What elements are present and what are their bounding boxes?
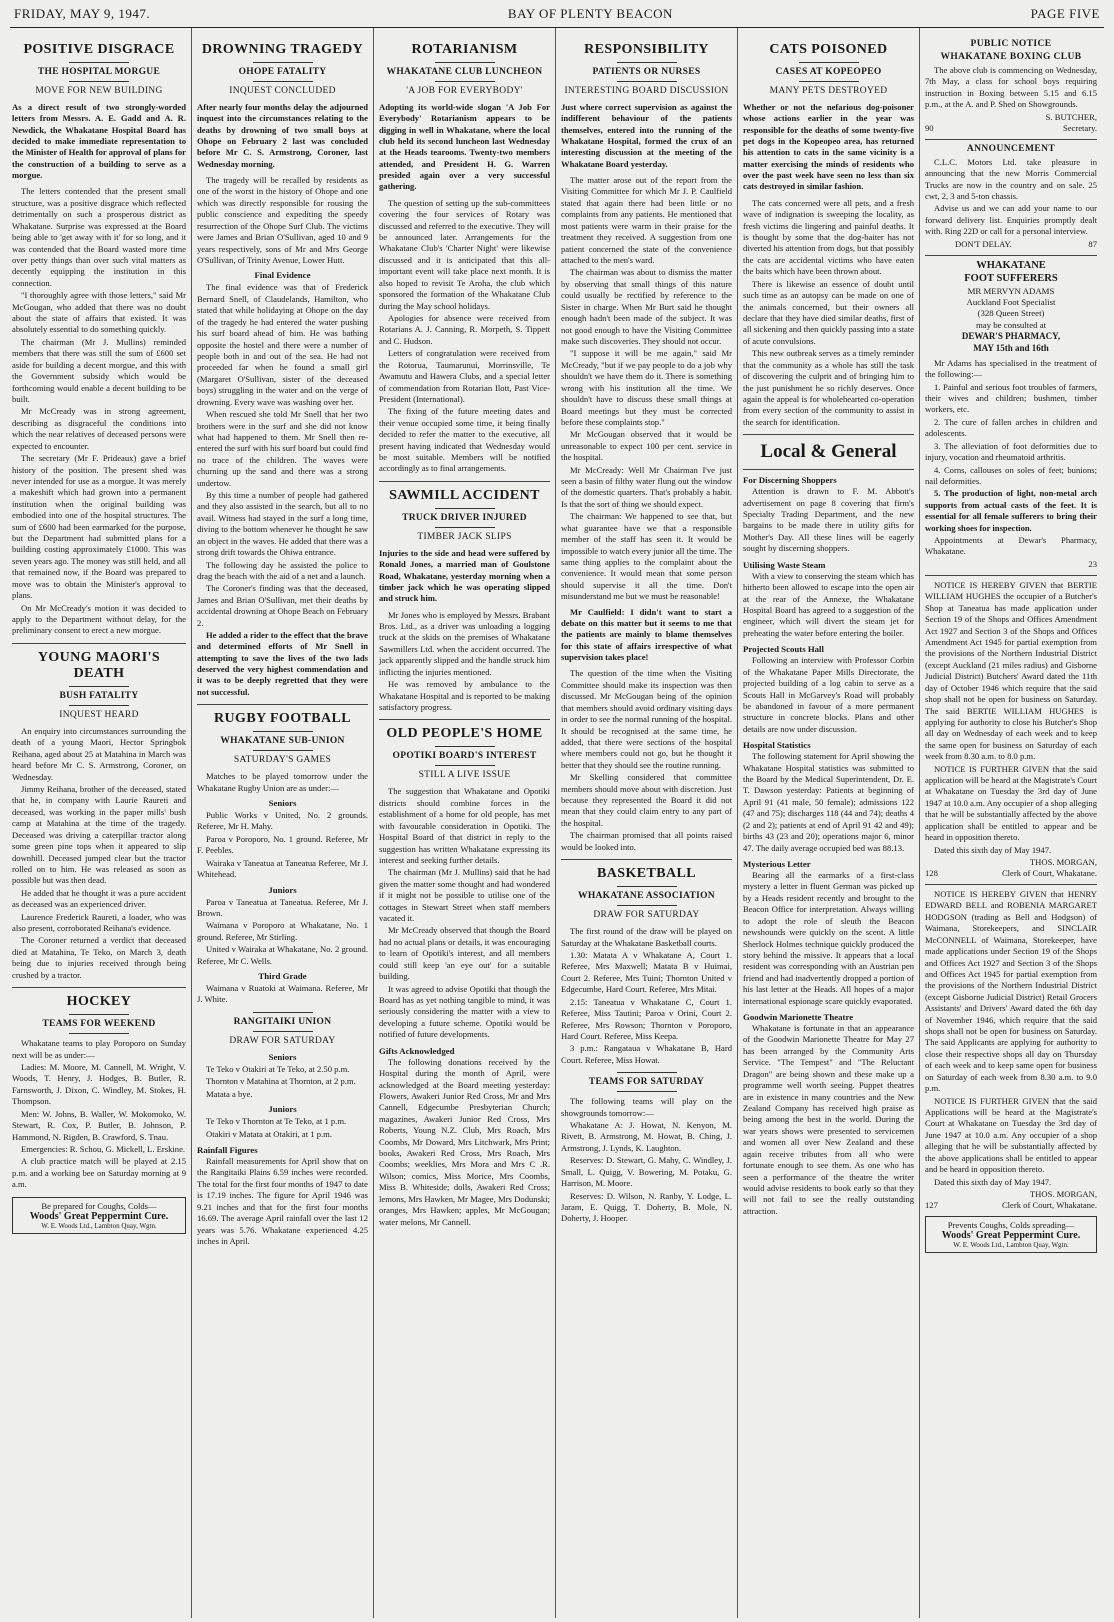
- subheadline: WHAKATANE CLUB LUNCHEON: [386, 67, 543, 77]
- paragraph: There is likewise an essence of doubt until such time as an autopsy can be made on one of the animals concerned, but their owners all declare that they have died similar deaths, first of all sickening and then quickly passing into a state of acute convulsions.: [743, 278, 914, 346]
- paragraph: By this time a number of people had gathered and they also assisted in the search, but all to no avail. Witness had stayed in the surf a long time, diving to the bottom whenever he thought he saw an object in the waves. He added that there was a strong drift towards the Ohiwa entrance.: [197, 490, 368, 558]
- notice-close: DON'T DELAY.: [955, 238, 1012, 249]
- paragraph: NOTICE IS FURTHER GIVEN that the said Applications will be heard at the Magistrate's Court at Whakatane on Tuesday the 3rd day of June 1947 at 10.0 a.m. Any occupier of a shop alleging that he will be substantially affected by the above applications shall be entitled to appear and be heard in opposition thereto.: [925, 1095, 1097, 1175]
- subheadline: WHAKATANE SUB-UNION: [220, 736, 345, 747]
- lead-paragraph: After nearly four months delay the adjourned inquest into the circumstances relating to the deaths by drowning of two small boys at Ohope on February 2 last was concluded before Mr C. S. Armstrong, Coroner, last Wednesday morning.: [197, 102, 368, 169]
- deck: INTERESTING BOARD DISCUSSION: [564, 86, 729, 96]
- fixture: Wairaka v Taneatua at Taneatua Referee, Mr J. Whitehead.: [197, 857, 368, 880]
- deck: DRAW FOR SATURDAY: [593, 910, 700, 921]
- paragraph: The fixing of the future meeting dates and their venue occupied some time, it being finally decided to refer the matter to the executive, all present having indicated that Wednesday would be most suitable. Members will be notified accordingly as to final arrangements.: [379, 406, 550, 474]
- fixture: Otakiri v Matata at Otakiri, at 1 p.m.: [206, 1128, 333, 1139]
- deck: STILL A LIVE ISSUE: [418, 770, 511, 781]
- paragraph: Matches to be played tomorrow under the Whakatane Rugby Union are as under:—: [197, 771, 368, 793]
- lead-paragraph: Mr Caulfield: I didn't want to start a debate on this matter but it seems to me that the patients are mainly to blame themselves for this state of affairs irrespective of what supervision takes place!: [561, 606, 732, 663]
- signer: THOS. MORGAN,: [1029, 1188, 1097, 1199]
- item-title: Goodwin Marionette Theatre: [743, 1012, 854, 1023]
- paragraph: "I thoroughly agree with those letters," said Mr McGougan, who added that there was no doubt about the state of affairs that existed. It was absolutely essential to do something quickly.: [12, 290, 186, 335]
- column-4: [556, 28, 738, 1618]
- subheadline: BUSH FATALITY: [59, 690, 139, 701]
- notice-heading: PUBLIC NOTICE: [970, 39, 1052, 49]
- subheadline: TEAMS FOR WEEKEND: [42, 1019, 156, 1030]
- column-3: [374, 28, 556, 1618]
- deck: MANY PETS DESTROYED: [769, 86, 888, 96]
- paragraph: Reserves: D. Stewart, G. Mahy, C. Windley, J. Small, L. Quigg, V. Bowering, M. Potaku, G. Harrison, M. Moore.: [561, 1155, 732, 1189]
- item-title: Projected Scouts Hall: [743, 644, 824, 655]
- paragraph: Mr McCready: Well Mr Chairman I've just seen a basin of filthy water flung out the window of the domestic quarters. That's probably a habit. Is that the sort of thing we should expect.: [561, 464, 732, 509]
- fixture: Waimana v Ruatoki at Waimana. Referee, Mr J. White.: [197, 983, 368, 1005]
- paragraph: The above club is commencing on Wednesday, 7th May, a class for school boys requiring instruction in Boxing between 5.15 and 6.15 p.m., at the A. and P. Shed on Showgrounds.: [925, 65, 1097, 110]
- paragraph: The following statement for April showing the Whakatane Hospital statistics was submitted to the Board by the Medical Superintendent, Dr. E. T. Dawson yesterday: Patients at beginning of April 91 (41 male, 50 female); admissions 122 (47 and 75); discharges 118 (44 and 74); deaths 4 (2 and 2); patients at end of April 91 42 and 49); births 43 (23 and 20); operations major 6, minor 47. The daily average occupied bed was 88.13.: [743, 751, 914, 853]
- lead-paragraph: Injuries to the side and head were suffered by Ronald Jones, a married man of Goulstone Road, Whakatane, yesterday morning when a timber jack which he was operating slipped and struck him.: [379, 547, 550, 604]
- headline: ROTARIANISM: [411, 42, 518, 57]
- paragraph: The following teams will play on the showgrounds tomorrow:—: [561, 1096, 732, 1118]
- paragraph: The Coroner returned a verdict that deceased died at Matahina, Te Teko, on March 3, death being due to injuries received through being crushed by a tractor.: [12, 935, 186, 980]
- paragraph: The following donations received by the Hospital during the month of April, were acknowledged at the Board meeting yesterday: Flowers, Awakeri Junior Red Cross, Mr and Mrs Cannell, Edgecumbe Presbyterian Church; magazines, Awakeri Junior Red Cross, Mrs Roberts, Young N.Z. Club, Mrs Roach, Mrs Coombs, Mr Doward, Mrs Litchwark, Mrs Print; books, Awakeri Red Cross, Mrs Roach, Mrs Coombs; weeklies, Mrs Mora and Mrs C .R. Wilson; comics, Miss Morice, Mrs Coombs, Miss B. Whiteside; dolls, Awakeri Red Cross; lemons, Mrs Hawken, Mr Magee, Mrs Dodunski; oranges, Mrs Hawken; apples, Mr McGougan; water melons, Mr Cannell.: [379, 1056, 550, 1227]
- paragraph: C.L.C. Motors Ltd. take pleasure in announcing that the new Morris Commercial Trucks are now in the country and on sale. 25 cwt, 2, 3 and 5-ton chassis.: [925, 156, 1097, 201]
- deck: MOVE FOR NEW BUILDING: [35, 86, 163, 96]
- column-2: [192, 28, 374, 1618]
- paragraph: On Mr McCready's motion it was decided to apply to the Department without delay, for the preliminary consent to erect a new morgue.: [12, 602, 186, 636]
- notice-subheading: WHAKATANE BOXING CLUB: [940, 52, 1082, 62]
- deck: TIMBER JACK SLIPS: [417, 531, 512, 542]
- lead-paragraph: Just where correct supervision as against the indifferent behaviour of the patients themselves, entered into the running of the Whakatane Hospital, formed the crux of an interesting discussion at the meeting of the Whakatane Board yesterday.: [561, 102, 732, 169]
- paragraph: 3 p.m.: Rangataua v Whakatane B, Hard Court. Referee, Miss Howat.: [561, 1043, 732, 1065]
- paragraph: The question of setting up the sub-committees covering the four services of Rotary was discussed and referred to the executive. They will be announced later. Arrangements for the Whakatane Club's 'Charter Night' were likewise discussed and it is anticipated that this all-important event will take place next month. It is also hoped to revisit Te Aroha, the club which sponsored the formation of the Whakatane Club during the May school holidays.: [379, 197, 550, 311]
- lead-paragraph: As a direct result of two strongly-worded letters from Messrs. A. E. Gadd and A. R. Newdick, the Whakatane Hospital Board has decided to make immediate representation to the Minister of Health for approval of plans for the construction of a building to serve as a morgue.: [12, 102, 186, 181]
- paragraph: Bearing all the earmarks of a first-class mystery a letter in fluent German was picked up by a Heads resident recently and brought to the Beacon Office for interpretation. Always willing to adopt the role of sleuth the Beacon newshounds were quickly on the scent. A little Sherlock Holmes technique quickly produced the story behind the missive. It appears that a local resident was corresponding with an Austrian pen friend and had inadvertently dropped a portion of his last letter at the Heads. All hopes of a major international espionage scare quickly evaporated.: [743, 870, 914, 1006]
- subheadline: TEAMS FOR SATURDAY: [588, 1077, 705, 1088]
- item-title: Hospital Statistics: [743, 740, 811, 751]
- deck: INQUEST CONCLUDED: [229, 86, 336, 96]
- notice-number: 128: [925, 868, 938, 878]
- paragraph: An enquiry into circumstances surrounding the death of a young Maori, Hector Springbok Reihana, aged about 25 at Matahina in March was heard before Mr C. S. Armstrong, Coroner, on Wednesday.: [12, 725, 186, 782]
- page-number: PAGE FIVE: [1030, 6, 1100, 21]
- paragraph: "I suppose it will be me again," said Mr McCready, "but if we pay people to do a job why shouldn't we have them do it. There is something wrong with his institution all the time. We shouldn't have to discuss these small things at Board meetings but they must be corrected before these complaints stop.": [561, 348, 732, 427]
- paragraph: Letters of congratulation were received from the Rotorua, Taumarunui, Morrinsville, Te Awamutu and Hawera Clubs, and a special letter of commendation from Rotarian Ilott, Past Vice-President (International).: [379, 348, 550, 404]
- paragraph: NOTICE IS HEREBY GIVEN that BERTIE WILLIAM HUGHES the occupier of a Butcher's Shop at Taneatua has made application under Section 19 of the Shops and Offices Amendment Act 1927 and Section 3 of the Shops and Offices Amendment Act 1945 for partial exemption from the provisions of the Northern Industrial District (except Auckland (21 miles radius) and Gisborne Judicial District) Butchers' Award dated the 11th day of October 1946 which require that the said shop shall not be open for business on Saturday. The said BERTIE WILLIAM HUGHES is applying for authority to close his Butcher's Shop all day on Wednesday of each week and to keep the same open for business on Saturday of each week from 8.30 a.m. to 8.0 p.m.: [925, 579, 1097, 762]
- section-subhead: Seniors: [268, 1051, 297, 1062]
- columns: [10, 28, 1104, 1618]
- paragraph: Mr McCready was in strong agreement, describing as disgraceful the conditions into which the near relatives of deceased persons were expected to encounter.: [12, 406, 186, 451]
- section-subhead: Gifts Acknowledged: [379, 1045, 455, 1056]
- paragraph: This new outbreak serves as a timely reminder that the community as a whole has still the task of discovering the culprit and of bringing him to the just punishment he so richly deserves. Once again the appeal is for wholehearted co-operation from every section of the community to assist in the search for identification.: [743, 348, 914, 427]
- signer: S. BUTCHER,: [1045, 111, 1097, 122]
- paragraph: He added that he thought it was a pure accident as deceased was an experienced driver.: [12, 887, 186, 910]
- advertisement: Be prepared for Coughs, Colds— Woods' Great Peppermint Cure. W. E. Woods Ltd., Lambton Quay, Wgtn.: [12, 1197, 186, 1234]
- paragraph: It was agreed to advise Opotiki that though the Board has as yet nothing tangible to mind, it was seriously considering the matter with a view to developing a future scheme. Opotiki would be notified of future developments.: [379, 983, 550, 1040]
- subheadline: RANGITAIKI UNION: [233, 1016, 332, 1027]
- paragraph: Reserves: D. Wilson, N. Ranby, Y. Lodge, L. Jaram, E. Quigg, T. Doherty, B. Mole, N. Doherty, J. Hooper.: [561, 1190, 732, 1224]
- subheadline: THE HOSPITAL MORGUE: [37, 67, 161, 77]
- paragraph: When rescued she told Mr Snell that her two brothers were in the surf and she did not know what had happened to them. Mr Snell then re-entered the surf with his surf board but could find no trace of the children. The waves were churning up the sand and there was a strong undertow.: [197, 409, 368, 488]
- paragraph: Mr McGougan observed that it would be unreasonable to expect 100 per cent. service in the hospital.: [561, 429, 732, 463]
- signer: THOS. MORGAN,: [1029, 857, 1097, 867]
- issue-date: FRIDAY, MAY 9, 1947.: [14, 6, 151, 21]
- headline: RESPONSIBILITY: [584, 42, 709, 57]
- list-item: 3. The alleviation of foot deformities due to injury, vocation and rheumatoid arthritis.: [925, 440, 1097, 463]
- paper-name: BAY OF PLENTY BEACON: [507, 6, 673, 21]
- paragraph: Whakatane is fortunate in that an appearance of the Goodwin Marionette Theatre for May 27 has been arranged by the Community Arts Service. "The Tempest" and "The Reluctant Dragon" are being shown and these make up a programme well worth seeing. Puppet theatres are in existence in many countries and the New Zealand Company has received high praise as being among the best in the world. During the war years shows were presented to servicemen and women all over New Zealand and these again receive tributes from all who were fortunate enough to see them. As one who has seen a performance of the theatre the writer would advise residents to book early so that they will not fail to see the really outstanding attraction.: [743, 1023, 914, 1216]
- lead-paragraph: He added a rider to the effect that the brave and determined efforts of Mr Snell in attempting to save the lives of the two lads deserved the very highest commendation and it was to be deeply regretted that they were not successful.: [197, 630, 368, 697]
- paragraph: The tragedy will be recalled by residents as one of the worst in the history of Ohope and one which was directly responsible for rousing the public conscience and expediting the speedy resurrection of the Ohope Surf Club. The victims were James and Brian O'Sullivan, aged 10 and 9 years respectively, sons of Mr and Mrs George O'Sullivan, of Trinity Avenue, Lower Hutt.: [197, 175, 368, 266]
- fixture: Paroa v Taneatua at Taneatua. Referee, Mr J. Brown.: [197, 896, 368, 918]
- section-title: Local & General: [760, 441, 897, 463]
- paragraph: The matter arose out of the report from the Visiting Committee for which Mr J. P. Caulfield stated that again there had been little or no complaints from any patients. He mentioned that most patients were warm in their praise for the treatment they received. A suggestion from one patient concerned the state of the convenience attached to the men's ward.: [561, 175, 732, 266]
- paragraph: The final evidence was that of Frederick Bernard Snell, of Claudelands, Hamilton, who stated that while holidaying at Ohope on the day of the tragedy he had entered the water pushing his surf board ahead of him. He was bathing opposite the hostel and there were a number of people both in and out of the sea. He had not proceeded far when he found a small girl (Margaret O'Sullivan, sister of the deceased boys) struggling in the water and on the verge of drowning. Every wave was washing over her.: [197, 282, 368, 407]
- paragraph: NOTICE IS HEREBY GIVEN that HENRY EDWARD BELL and ROBENIA MARGARET HODGSON (trading as Bell and Hodgson) of Waimana, Storekeepers, and SINCLAIR McCONNELL of Waimana, Storekeeper, have made applications under Section 19 of the Shops and Offices Act 1927 and Section 3 of the Shops and Offices Act 1945 for partial exemption from the provisions of the Northern Industrial District (except Gisborne Judicial District) Retail Grocers Assistants' and Drivers' Award dated the 6th day of November 1946, which require that the said shops shall not be open for business on Saturday. The said Applicants are applying for authority to close their respective shops all day on Thursday of each week and to keep same open for business on Saturday of each week from 8.30 a.m. to 9.0 p.m.: [925, 889, 1097, 1094]
- column-5: [738, 28, 920, 1618]
- headline: HOCKEY: [66, 994, 132, 1010]
- paragraph: NOTICE IS FURTHER GIVEN that the said application will be heard at the Magistrate's Court at Whakatane on Tuesday the 3rd day of June 1947 at 10.0 a.m. Any occupier of a shop alleging that he will be substantially affected by the above application shall be entitled to appear and be heard in opposition thereto.: [925, 763, 1097, 843]
- deck: INQUEST HEARD: [59, 709, 139, 720]
- paragraph: 1.30: Matata A v Whakatane A, Court 1. Referee, Mrs Maxwell; Matata B v Huimai, Court 2. Referee, Mrs Tuini; Thornton United v Edgecumbe, Hard Court. Referee, Mrs Mitai.: [561, 949, 732, 995]
- deck: 'A JOB FOR EVERYBODY': [406, 86, 523, 96]
- notice-heading: FOOT SUFFERERS: [964, 272, 1058, 284]
- fixture: Te Teko v Thornton at Te Teko, at 1 p.m.: [206, 1116, 347, 1127]
- paragraph: Ladies: M. Moore, M. Cannell, M. Wright, V. Woods, T. Henry, J. Hodges, B. Butler, R. Farnsworth, J. Dixon, C. Windley, M. Stokes, H. Thompson.: [12, 1061, 186, 1107]
- signer-role: Secretary.: [1062, 122, 1097, 133]
- paragraph: Whakatane teams to play Poroporo on Sunday next will be as under:—: [12, 1038, 186, 1060]
- paragraph: Mr McCready observed that though the Board had no actual plans or details, it was encouraging to learn of Opotiki's interest, and all members could still keep 'an eye out' for a suitable building.: [379, 925, 550, 982]
- list-item: 1. Painful and serious foot troubles of farmers, their wives and children; bushmen, timber workers, etc.: [925, 381, 1097, 415]
- headline: BASKETBALL: [597, 866, 696, 882]
- item-title: Utilising Waste Steam: [743, 559, 826, 570]
- section-subhead: Juniors: [268, 1104, 297, 1115]
- paragraph: The chairman (Mr J. Mullins) reminded members that there was still the sum of £600 set aside for building a decent morgue, and this with the Government subsidy which would be forthcoming would enable a decent building to be built.: [12, 336, 186, 404]
- paragraph: He was removed by ambulance to the Whakatane Hospital and is reported to be making satisfactory progress.: [379, 679, 550, 712]
- paragraph: The chairman promised that all points raised would be looked into.: [561, 830, 732, 852]
- paragraph: 2.15: Taneatua v Whakatane C, Court 1. Referee, Miss Tautini; Paroa v Orini, Court 2. Referee, Mrs Rowson; Thornton v Poroporo, Hard Court. Referee, Miss Keepa.: [561, 996, 732, 1041]
- list-item: 4. Corns, callouses on soles of feet; bunions; nail deformities.: [925, 464, 1097, 486]
- advertisement: Prevents Coughs, Colds spreading— Woods' Great Peppermint Cure. W. E. Woods Ltd., Lambton Quay, Wgtn.: [925, 1216, 1097, 1253]
- headline: OLD PEOPLE'S HOME: [386, 726, 543, 742]
- paragraph: Emergencies: R. Schou, G. Mickell, L. Erskine.: [21, 1143, 186, 1154]
- fixture: Thornton v Matahina at Thornton, at 2 p.m.: [206, 1076, 356, 1087]
- headline: RUGBY FOOTBALL: [214, 711, 351, 727]
- subheadline: PATIENTS OR NURSES: [592, 67, 701, 77]
- paragraph: The secretary (Mr F. Prideaux) gave a brief history of the position. The present shed was never intended for use as a morgue. It was merely a makeshift which had grown into a permanent institution when the original building was embodied into one of the hospital structures. The sum of £600 had been earmarked for the purpose, but the Department had submitted plans for a building costing approximately £1000. This was seven years ago. The money was still held, and all that remained now, if the Board was prepared to move was to obtain the Minister's approval to plans.: [12, 453, 186, 601]
- paragraph: The suggestion that Whakatane and Opotiki districts should combine forces in the establishment of a home for old people, has met with favourable consideration in Opotiki. The Hospital Board of that district in reply to the suggestion has written Whakatane expressing its interest and seeking further details.: [379, 786, 550, 865]
- paragraph: Whakatane A: J. Howat, N. Kenyon, M. Rivett, B. Armstrong, M. Howat, B. Ching, J. Armstrong, J. Lynds, K. Laughton.: [561, 1120, 732, 1153]
- paragraph: Mr Skelling considered that committee members should move about with discretion. Just because they represented the Board it did not mean that they could claim entry to any part of the hospital.: [561, 772, 732, 828]
- deck: DRAW FOR SATURDAY: [229, 1035, 336, 1046]
- notice-number: 87: [1088, 238, 1097, 249]
- paragraph: Advise us and we can add your name to our forward delivery list. Enquiries promptly dealt with. Ring 22D or call for a personal interview.: [925, 203, 1097, 237]
- fixture: United v Wairaka at Whakatane, No. 2 ground. Referee, Mr C. Wells.: [197, 944, 368, 966]
- paragraph: The question of the time when the Visiting Committee should make its inspection was then discussed. Mr McGougan being of the opinion that members should avoid ordinary visiting days in order to see the normal running of the hospital. It should be recognised at the same time, he added, that there were sections of the hospital where members could not go, but he thought it better that they should see the routine running.: [561, 668, 732, 770]
- paragraph: The first round of the draw will be played on Saturday at the Whakatane Basketball courts.: [561, 926, 732, 948]
- paragraph: Appointments at Dewar's Pharmacy, Whakatane.: [925, 535, 1097, 557]
- subheadline: CASES AT KOPEOPEO: [775, 67, 882, 77]
- fixture: Matata a bye.: [206, 1088, 253, 1099]
- paragraph: Rainfall measurements for April show that on the Rangitaiki Plains 6.59 inches were recorded. The total for the first four months of 1947 to date is 17.19 inches. The figure for April 1946 was 9.21 inches and that for the first four months 16.69. The average April rainfall over the last 12 years was 5.76. Whakatane experienced 4.25 inches in April.: [197, 1156, 368, 1246]
- section-subhead: Juniors: [268, 884, 297, 895]
- paragraph: Apologies for absence were received from Rotarians A. J. Canning, R. Morpeth, S. Tippett and C. Hudson.: [379, 312, 550, 346]
- paragraph: The letters contended that the present small structure, was a positive disgrace which reflected detrimentally on such a prosperous district as Whakatane. Surprise was expressed at the Board being able to 'get away with it' for so long, and it was contended that the Board wasted more time over petty things than over such vital matters as decently equipping the institution in this connection.: [12, 186, 186, 288]
- headline: CATS POISONED: [769, 42, 888, 57]
- masthead: [10, 6, 1104, 28]
- list-item: 5. The production of light, non-metal arch supports from actual casts of the feet. It is essential for all female sufferers to bring their working shoes for inspection.: [925, 488, 1097, 533]
- fixture: Waimana v Poroporo at Whakatane, No. 1 ground. Referee, Mr Stirling.: [197, 920, 368, 942]
- item-title: Mysterious Letter: [743, 859, 811, 869]
- headline: DROWNING TRAGEDY: [201, 42, 364, 57]
- fixture: Te Teko v Otakiri at Te Teko, at 2.50 p.m.: [206, 1063, 350, 1074]
- paragraph: The chairman (Mr J. Mullins) said that he had given the matter some thought and had wondered if it might not be possible to utilise one of the cottages in Stewart Street when staff members vacated it.: [379, 867, 550, 924]
- paragraph: Dated this sixth day of May 1947.: [934, 1176, 1052, 1187]
- headline: YOUNG MAORI'S DEATH: [37, 649, 161, 681]
- section-subhead: Final Evidence: [254, 270, 311, 281]
- fixture: Paroa v Poroporo, No. 1 ground. Referee, Mr F. Peebles.: [197, 833, 368, 856]
- notice-number: 90: [925, 122, 934, 133]
- notice-heading: WHAKATANE: [976, 259, 1046, 271]
- item-title: For Discerning Shoppers: [743, 475, 837, 486]
- column-6: PUBLIC NOTICE WHAKATANE BOXING CLUB The above club is commencing on Wednesday, 7th May, a class for school boys requiring instruction in Boxing between 5.15 and 6.15 p.m., at the A. and P. Shed on Showgrounds. S. BUTCHER, 90 Secretary. ANNOUNCEMENT C.L.C. Motors Ltd. take pleasure in announcing that the new Morris Commercial Trucks are now in the country and on sale. 25 cwt, 2, 3 and 5-ton chassis. Advise us and we can add your name to our forward delivery list. Enquiries promptly dealt with. Ring 22D or call for a personal interview. DON'T DELAY. 87 WHAKATANE FOOT SUFFERERS MR MERVYN ADAMS Auckland Foot Specialist (328 Queen Street) may be consulted at DEWAR'S PHARMACY, MAY 15th and 16th Mr Adams has specialised in the treatment of the following:— 1. Painful and serious foot troubles of farmers, their wives and children; bushmen, timber workers, etc. 2. The cure of fallen arches in children and adolescents. 3. The alleviation of foot deformities due to injury, vocation and rheumatoid arthritis. 4. Corns, callouses on soles of feet; bunions; nail deformities. 5. The production of light, non-metal arch supports from actual casts of the feet. It is essential for all female sufferers to bring their working shoes for inspection. Appointments at Dewar's Pharmacy, Whakatane. 23 NOTICE IS HEREBY GIVEN that BERTIE WILLIAM HUGHES the occupier of a Butcher's Shop at Taneatua has made application under Section 19 of the Shops and Offices Amendment Act 1927 and Section 3 of the Shops and Offices Amendment Act 1945 for partial exemption from the provisions of the Northern Industrial District (except Auckland (21 miles radius) and Gisborne Judicial District) Butchers' Award dated the 11th day of October 1946 which require that the said shop shall not be open for business on Saturday. The said BERTIE WILLIAM HUGHES is applying for authority to close his Butcher's Shop all day on Wednesday of each week and to keep the same open for business on Saturday of each week from 8.30 a.m. to 8.0 p.m. NOTICE IS FURTHER GIVEN that the said application will be heard at the Magistrate's Court at Whakatane on Tuesday the 3rd day of June 1947 at 10.0 a.m. Any occupier of a shop alleging that he will be substantially affected by the above application shall be entitled to appear and be heard in opposition thereto. Dated this sixth day of May 1947. THOS. MORGAN, 128 Clerk of Court, Whakatane. NOTICE IS HEREBY GIVEN that HENRY EDWARD BELL and ROBENIA MARGARET HODGSON (trading as Bell and Hodgson) of Waimana, Storekeepers, and SINCLAIR McCONNELL of Waimana, Storekeeper, have made applications under Section 19 of the Shops and Offices Act 1927 and Section 3 of the Shops and Offices Act 1945 for partial exemption from the provisions of the Northern Industrial District (except Gisborne Judicial District) Retail Grocers Assistants' and Drivers' Award dated the 6th day of November 1946, which require that the said shops shall not be open for business on Saturday. The said Applicants are applying for authority to close their respective shops all day on Thursday of each week and to keep same open for business on Saturday of each week from 8.30 a.m. to 9.0 p.m. NOTICE IS FURTHER GIVEN that the said Applications will be heard at the Magistrate's Court at Whakatane on Tuesday the 3rd day of June 1947 at 10.0 a.m. Any occupier of a shop alleging that he will be substantially affected by the above applications shall be entitled to appear and be heard in opposition thereto. Dated this sixth day of May 1947. THOS. MORGAN, 127 Clerk of Court, Whakatane. Prevents Coughs, Colds spreading— Woods' Great Peppermint Cure. W. E. Woods Ltd., Lambton Quay, Wgtn.: [920, 28, 1102, 1618]
- notice-number: 127: [925, 1199, 938, 1210]
- lead-paragraph: Adopting its world-wide slogan 'A Job For Everybody' Rotarianism appears to be digging in well in Whakatane, where the local club held its second luncheon last Wednesday at the Heads tearooms. Twenty-two members attended, and President H. G. Warren presided again over a very successful gathering.: [379, 102, 550, 192]
- paragraph: Jimmy Reihana, brother of the deceased, stated that he, in company with Laurie Raureti and deceased, was working in the paper mills' bush camp at Matahina at the time of the tragedy. Deceased was driving a caterpillar tractor along some green pine tops when it appeared to slip downhill. Deceased jumped clear but the tractor rolled on to him. He was released as soon as possible but was then dead.: [12, 783, 186, 886]
- fixture: Public Works v United, No. 2 grounds. Referee, Mr H. Mahy.: [197, 810, 368, 832]
- subheadline: OPOTIKI BOARD'S INTEREST: [392, 751, 537, 762]
- notice-heading: ANNOUNCEMENT: [966, 143, 1056, 154]
- signer-role: Clerk of Court, Whakatane.: [1001, 1199, 1097, 1210]
- paragraph: Mr Jones who is employed by Messrs. Brabant Bros. Ltd., as a driver was unloading a logging truck at the skids on the premises of Whakatane Sawmillers Ltd. when the accident occurred. The jack apparently slipped and the handle struck him inflicting the injuries mentioned.: [379, 609, 550, 677]
- lead-paragraph: Whether or not the nefarious dog-poisoner whose actions earlier in the year was responsible for the deaths of some twenty-five pet dogs in the Kopeopeo area, has returned his attention to cats in the same vicinity is a matter exercising the minds of residents who over the past week have seen no less than six cats destroyed in similar fashion.: [743, 102, 914, 192]
- notice-number: 23: [1088, 558, 1097, 569]
- headline: POSITIVE DISGRACE: [23, 42, 175, 57]
- paragraph: The following day he assisted the police to drag the beach with the aid of a net and a launch.: [197, 559, 368, 581]
- paragraph: The Coroner's finding was that the deceased, James and Brian O'Sullivan, met their deaths by accidental drowning at Ohope Beach on February 2.: [197, 583, 368, 628]
- paragraph: With a view to conserving the steam which has hitherto been allowed to escape into the open air at the rear of the Annexe, the Whakatane Hospital Board has agreed to a suggestion of the engineer, which will divert the steam jet for preheating the water before entering the boiler.: [743, 570, 914, 638]
- paragraph: Dated this sixth day of May 1947.: [934, 844, 1052, 855]
- paragraph: Laurence Frederick Raureti, a loader, who was also present, corroborated Reihana's evidence.: [12, 911, 186, 934]
- section-subhead: Seniors: [268, 798, 297, 808]
- paragraph: A club practice match will be played at 2.15 p.m. and a working bee on Saturday morning at 9 a.m.: [12, 1156, 186, 1190]
- subheadline: WHAKATANE ASSOCIATION: [578, 891, 715, 902]
- subheadline: TRUCK DRIVER INJURED: [402, 512, 527, 523]
- section-subhead: Rainfall Figures: [197, 1145, 258, 1156]
- paragraph: Mr Adams has specialised in the treatment of the following:—: [925, 357, 1097, 380]
- paragraph: The cats concerned were all pets, and a fresh wave of indignation is sweeping the locality, as fresh victims die lingering and painful deaths. It is thought by some that the dog-baiter has not diverted his attention from dogs, but that possibly the cats are accidental victims who have eaten the baits which have been thrown about.: [743, 197, 914, 277]
- deck: SATURDAY'S GAMES: [233, 755, 332, 766]
- headline: SAWMILL ACCIDENT: [389, 487, 540, 503]
- section-subhead: Third Grade: [258, 971, 307, 982]
- paragraph: The chairman: We happened to see that, but what guarantee have we that a responsible member of the staff has seen it. It would be impossible to watch every junior all the time. The same thing applies to the complaint about the convenience. It would mean that some person should supervise it all the time. Don't misunderstand me but we must be reasonable!: [561, 511, 732, 602]
- paragraph: The chairman was about to dismiss the matter by observing that small things of this nature could usually be rectified by reference to the Sister in charge. When Mr Burt said he thought enough hadn't been made of the subject. It was not good enough to have the Visiting Committee make such discoveries. They should not occur.: [561, 267, 732, 346]
- paragraph: Attention is drawn to F. M. Abbott's advertisement on page 8 covering that firm's Specialty Trading Department, and the new bargains to be made there in utility gifts for Mother's Day. All these lines will be eagerly sought by discerning shoppers.: [743, 486, 914, 554]
- list-item: 2. The cure of fallen arches in children and adolescents.: [925, 416, 1097, 439]
- paragraph: Men: W. Johns, B. Waller, W. Mokomoko, W. Stewart, R. Cox, P. Butler, B. Johnson, P. Hammond, N. Rigden, B. Crawford, S. Tnau.: [12, 1108, 186, 1142]
- subheadline: OHOPE FATALITY: [238, 67, 327, 77]
- paragraph: Following an interview with Professor Corbin of the Whakatane Paper Mills Directorate, the projected building of a log cabin to serve as a Scouts Hall in McGarvey's Road will probably be abandoned in favour of a more permanent structure in concrete blocks. Plans and other details are now under discussion.: [743, 655, 914, 734]
- signer-role: Clerk of Court, Whakatane.: [1001, 868, 1097, 878]
- column-1: [10, 28, 192, 1618]
